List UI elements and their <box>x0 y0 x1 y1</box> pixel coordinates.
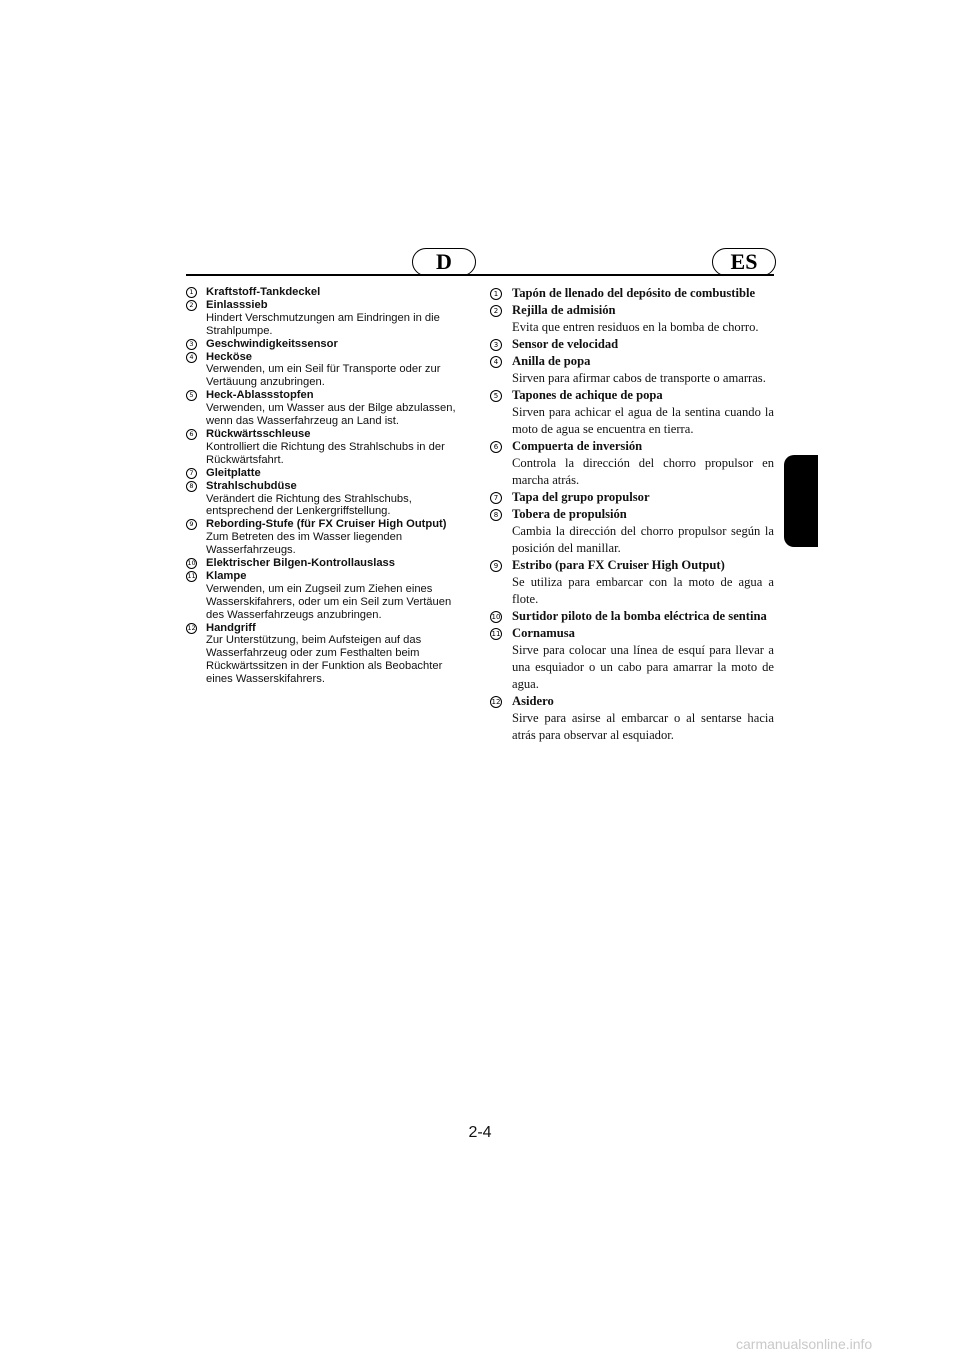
item-number <box>490 625 512 693</box>
chapter-tab <box>784 455 818 547</box>
circled-number-icon: 2 <box>490 305 502 317</box>
item-title: Handgriff <box>206 621 256 634</box>
page-number: 2-4 <box>468 1124 492 1141</box>
circled-number-icon: 8 <box>490 509 502 521</box>
list-item <box>490 387 774 438</box>
item-title: Klampe <box>206 569 247 582</box>
list-item <box>490 506 774 557</box>
item-number <box>186 622 206 687</box>
item-title: Estribo (para FX Cruiser High Output) <box>512 558 725 572</box>
item-number <box>490 387 512 438</box>
item-number <box>186 570 206 622</box>
item-number <box>186 286 206 299</box>
list-item <box>186 480 466 519</box>
list-item <box>186 428 466 467</box>
list-item <box>490 302 774 336</box>
list-item <box>490 557 774 608</box>
circled-number-icon: 1 <box>490 288 502 300</box>
item-title: Strahlschubdüse <box>206 479 297 492</box>
circled-number-icon: 10 <box>491 613 501 621</box>
list-item <box>186 622 466 687</box>
circled-number-icon: 6 <box>186 429 197 440</box>
header-divider <box>186 274 774 276</box>
item-number <box>186 428 206 467</box>
item-number <box>186 467 206 480</box>
item-number <box>490 285 512 302</box>
item-description: Cambia la dirección del chorro propulsor según la posición del manillar. <box>512 524 774 555</box>
item-number <box>186 389 206 428</box>
item-description: Verwenden, um Wasser aus der Bilge abzulassen, wenn das Wasserfahrzeug an Land ist. <box>206 402 456 428</box>
item-description: Sirven para afirmar cabos de transporte o amarras. <box>512 371 766 385</box>
circled-number-icon: 4 <box>186 352 197 363</box>
item-title: Geschwindigkeitssensor <box>206 337 338 350</box>
german-column <box>186 286 466 686</box>
item-description: Controla la dirección del chorro propulsor en marcha atrás. <box>512 456 774 487</box>
item-title: Rejilla de admisión <box>512 303 616 317</box>
watermark: carmanualsonline.info <box>736 1336 873 1352</box>
spanish-column <box>490 285 774 744</box>
item-number <box>186 299 206 338</box>
list-item <box>186 557 466 570</box>
item-title: Tapones de achique de popa <box>512 388 663 402</box>
item-number <box>186 351 206 390</box>
list-item <box>490 489 774 506</box>
list-item <box>490 285 774 302</box>
circled-number-icon: 9 <box>490 560 502 572</box>
item-description: Verwenden, um ein Seil für Transporte oder zur Vertäuung anzubringen. <box>206 363 441 389</box>
item-title: Tapa del grupo propulsor <box>512 490 650 504</box>
item-description: Zur Unterstützung, beim Aufsteigen auf das Wasserfahrzeug oder zum Festhalten beim Rückwärtssitzen in der Funktion als Beobachter eines Wasserskifahrers. <box>206 634 443 686</box>
list-item <box>490 336 774 353</box>
list-item <box>490 693 774 744</box>
item-number <box>186 557 206 570</box>
list-item <box>490 438 774 489</box>
circled-number-icon: 1 <box>186 287 197 298</box>
item-title: Asidero <box>512 694 554 708</box>
circled-number-icon: 12 <box>491 698 501 706</box>
list-item <box>186 299 466 338</box>
item-number <box>490 693 512 744</box>
item-description: Verändert die Richtung des Strahlschubs, entsprechend der Lenkergriffstellung. <box>206 492 412 518</box>
language-badge-german: D <box>412 248 476 276</box>
item-number <box>490 438 512 489</box>
item-title: Cornamusa <box>512 626 575 640</box>
circled-number-icon: 9 <box>186 519 197 530</box>
item-description: Evita que entren residuos en la bomba de chorro. <box>512 320 759 334</box>
circled-number-icon: 2 <box>186 300 197 311</box>
item-description: Kontrolliert die Richtung des Strahlschubs in der Rückwärtsfahrt. <box>206 440 445 466</box>
item-number <box>490 608 512 625</box>
item-title: Sensor de velocidad <box>512 337 619 351</box>
list-item <box>490 608 774 625</box>
circled-number-icon: 3 <box>490 339 502 351</box>
item-title: Hecköse <box>206 350 253 363</box>
item-title: Gleitplatte <box>206 466 261 479</box>
list-item <box>186 570 466 622</box>
item-description: Zum Betreten des im Wasser liegenden Wasserfahrzeugs. <box>206 531 403 557</box>
list-item <box>186 518 466 557</box>
item-number <box>186 338 206 351</box>
item-number <box>490 489 512 506</box>
item-description: Sirven para achicar el agua de la sentina cuando la moto de agua se encuentra en tierra. <box>512 405 774 436</box>
circled-number-icon: 7 <box>490 492 502 504</box>
item-description: Se utiliza para embarcar con la moto de agua a flote. <box>512 575 774 606</box>
circled-number-icon: 11 <box>491 630 501 638</box>
item-number <box>490 302 512 336</box>
circled-number-icon: 11 <box>187 571 196 580</box>
item-number <box>490 353 512 387</box>
list-item <box>186 467 466 480</box>
item-title: Rebording-Stufe (für FX Cruiser High Output) <box>206 518 447 531</box>
circled-number-icon: 4 <box>490 356 502 368</box>
list-item <box>490 353 774 387</box>
item-title: Compuerta de inversión <box>512 439 643 453</box>
item-title: Surtidor piloto de la bomba eléctrica de sentina <box>512 609 767 623</box>
item-description: Sirve para colocar una línea de esquí para llevar a una esquiador o un cabo para amarrar la moto de agua. <box>512 643 774 691</box>
item-title: Kraftstoff-Tankdeckel <box>206 286 321 298</box>
circled-number-icon: 12 <box>187 623 196 632</box>
list-item <box>186 351 466 390</box>
circled-number-icon: 5 <box>186 390 197 401</box>
circled-number-icon: 5 <box>490 390 502 402</box>
circled-number-icon: 6 <box>490 441 502 453</box>
list-item <box>186 389 466 428</box>
item-title: Tapón de llenado del depósito de combustible <box>512 286 756 300</box>
item-title: Anilla de popa <box>512 354 591 368</box>
circled-number-icon: 3 <box>186 339 197 350</box>
item-number <box>186 480 206 519</box>
item-title: Rückwärtsschleuse <box>206 427 311 440</box>
item-description: Sirve para asirse al embarcar o al sentarse hacia atrás para observar al esquiador. <box>512 711 774 742</box>
circled-number-icon: 8 <box>186 481 197 492</box>
item-number <box>490 336 512 353</box>
item-description: Verwenden, um ein Zugseil zum Ziehen eines Wasserskifahrers, oder um ein Seil zum Vertäuen des Wasserfahrzeugs anzubringen. <box>206 582 452 621</box>
language-badge-spanish: ES <box>712 248 776 276</box>
item-number <box>490 557 512 608</box>
item-title: Elektrischer Bilgen-Kontrollauslass <box>206 557 396 570</box>
item-number <box>490 506 512 557</box>
item-number <box>186 518 206 557</box>
item-title: Einlasssieb <box>206 298 268 311</box>
item-title: Tobera de propulsión <box>512 507 627 521</box>
item-title: Heck-Ablassstopfen <box>206 389 314 402</box>
list-item <box>186 286 466 299</box>
list-item <box>186 338 466 351</box>
circled-number-icon: 10 <box>187 559 196 568</box>
item-description: Hindert Verschmutzungen am Eindringen in die Strahlpumpe. <box>206 311 440 337</box>
list-item <box>490 625 774 693</box>
circled-number-icon: 7 <box>186 468 197 479</box>
